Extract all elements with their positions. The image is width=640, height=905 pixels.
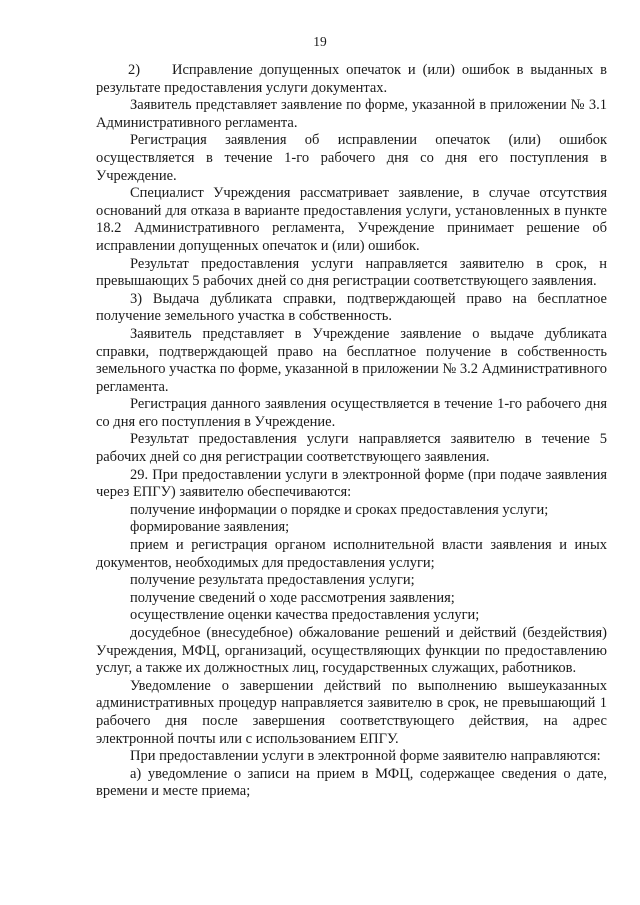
- page-number: 19: [313, 34, 327, 49]
- paragraph: 29. При предоставлении услуги в электронной форме (при подаче заявления через ЕПГУ) заявителю обеспечиваются:: [96, 466, 607, 501]
- list-item: получение информации о порядке и сроках предоставления услуги;: [130, 501, 549, 518]
- paragraph: 3) Выдача дубликата справки, подтверждающей право на бесплатное получение земельного участка в собственность.: [96, 290, 607, 325]
- document-body: [96, 62, 607, 801]
- list-item: получение сведений о ходе рассмотрения заявления;: [130, 589, 455, 606]
- paragraph: Заявитель представляет в Учреждение заявление о выдаче дубликата справки, подтверждающей право на бесплатное получение в собственность земельного участка по форме, указанной в приложении № 3.2 Административного регламента.: [96, 325, 607, 395]
- paragraph: Заявитель представляет заявление по форме, указанной в приложении № 3.1 Административного регламента.: [96, 97, 607, 131]
- list-item: досудебное (внесудебное) обжалование решений и действий (бездействия) Учреждения, МФЦ, организаций, осуществляющих функции по предоставлению услуг, а также их должностных лиц, государственных служащих, работников.: [96, 625, 607, 677]
- paragraph: При предоставлении услуги в электронной форме заявителю направляются:: [130, 748, 601, 765]
- paragraph: а) уведомление о записи на прием в МФЦ, содержащее сведения о дате, времени и месте приема;: [96, 765, 607, 800]
- paragraph: Регистрация заявления об исправлении опечаток (или) ошибок осуществляется в течение 1-го рабочего дня со дня его поступления в Учреждение.: [96, 132, 607, 184]
- list-item: получение результата предоставления услуги;: [130, 572, 415, 589]
- paragraph-item-2: [96, 62, 607, 97]
- paragraph: Регистрация данного заявления осуществляется в течение 1-го рабочего дня со дня его поступления в Учреждение.: [96, 396, 607, 430]
- list-item: прием и регистрация органом исполнительной власти заявления и иных документов, необходимых для предоставления услуги;: [96, 537, 607, 571]
- paragraph: Специалист Учреждения рассматривает заявление, в случае отсутствия оснований для отказа в варианте предоставления услуги, установленных в пункте 18.2 Административного регламента, Учреждение принимает решение об исправлении допущенных опечаток и (или) ошибок.: [96, 185, 607, 254]
- list-item: формирование заявления;: [130, 519, 290, 536]
- item-number: 2): [128, 62, 141, 78]
- paragraph: Результат предоставления услуги направляется заявителю в срок, н превышающих 5 рабочих дней со дня регистрации соответствующего заявления.: [96, 255, 607, 290]
- list-item: осуществление оценки качества предоставления услуги;: [130, 607, 480, 624]
- item-2-text: Исправление допущенных опечаток и (или) ошибок в выданных в результате предоставления услуги документах.: [96, 62, 607, 96]
- paragraph: Уведомление о завершении действий по выполнению вышеуказанных административных процедур направляется заявителю в срок, не превышающий 1 рабочего дня после завершения соответствующего действия, на адрес электронной почты или с использованием ЕПГУ.: [96, 677, 607, 747]
- paragraph: Результат предоставления услуги направляется заявителю в течение 5 рабочих дней со дня регистрации соответствующего заявления.: [96, 431, 607, 466]
